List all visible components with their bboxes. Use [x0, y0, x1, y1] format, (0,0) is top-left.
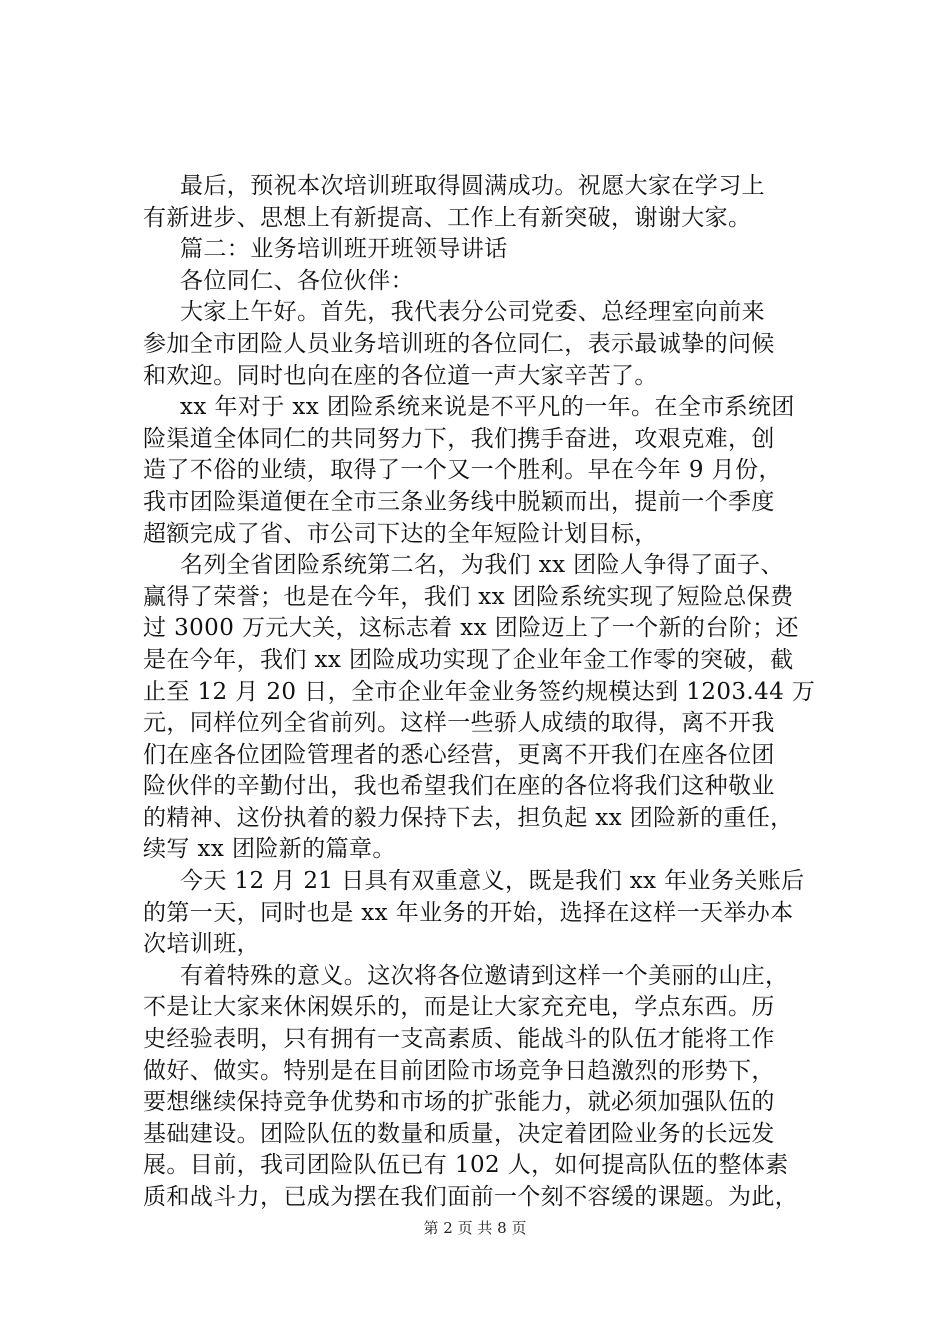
- text-line: 是在今年，我们 xx 团险成功实现了企业年金工作零的突破，截: [143, 646, 794, 673]
- text-line: 基础建设。团险队伍的数量和质量，决定着团险业务的长远发: [143, 1120, 775, 1147]
- text-line: 造了不俗的业绩，取得了一个又一个胜利。早在今年 9 月份，: [143, 457, 782, 484]
- text-line: 止至 12 月 20 日，全市企业年金业务签约规模达到 1203.44 万: [143, 678, 816, 705]
- text-line: 史经验表明，只有拥有一支高素质、能战斗的队伍才能将工作: [143, 1026, 775, 1053]
- text-line: 过 3000 万元大关，这标志着 xx 团险迈上了一个新的台阶；还: [143, 615, 799, 642]
- text-line: 险渠道全体同仁的共同努力下，我们携手奋进，攻艰克难，创: [143, 425, 775, 452]
- text-line: 超额完成了省、市公司下达的全年短险计划目标，: [143, 520, 658, 547]
- text-line: 不是让大家来休闲娱乐的，而是让大家充充电，学点东西。历: [143, 994, 775, 1021]
- document-body: [143, 171, 833, 1214]
- text-line: 的精神、这份执着的毅力保持下去，担负起 xx 团险新的重任，: [143, 804, 794, 831]
- text-line: xx 年对于 xx 团险系统来说是不平凡的一年。在全市系统团: [180, 394, 795, 421]
- text-line: 各位同仁、各位伙伴：: [180, 267, 414, 294]
- text-line: 要想继续保持竞争优势和市场的扩张能力，就必须加强队伍的: [143, 1089, 775, 1116]
- text-line: 质和战斗力，已成为摆在我们面前一个刻不容缓的课题。为此，: [143, 1184, 799, 1210]
- text-line: 参加全市团险人员业务培训班的各位同仁，表示最诚挚的问候: [143, 330, 775, 357]
- text-line: 的第一天，同时也是 xx 年业务的开始，选择在这样一天举办本: [143, 899, 794, 926]
- text-line: 名列全省团险系统第二名，为我们 xx 团险人争得了面子、: [180, 552, 784, 579]
- text-line: 们在座各位团险管理者的悉心经营，更离不开我们在座各位团: [143, 741, 775, 768]
- text-line: 最后，预祝本次培训班取得圆满成功。祝愿大家在学习上: [180, 173, 765, 199]
- text-line: 我市团险渠道便在全市三条业务线中脱颖而出，提前一个季度: [143, 488, 775, 515]
- text-line: 有新进步、思想上有新提高、工作上有新突破，谢谢大家。: [143, 204, 752, 231]
- text-line: 今天 12 月 21 日具有双重意义，既是我们 xx 年业务关账后: [180, 868, 805, 895]
- text-line: 元，同样位列全省前列。这样一些骄人成绩的取得，离不开我: [143, 710, 775, 737]
- text-line: 大家上午好。首先，我代表分公司党委、总经理室向前来: [180, 299, 765, 326]
- text-line: 有着特殊的意义。这次将各位邀请到这样一个美丽的山庄，: [180, 962, 789, 989]
- text-line: 和欢迎。同时也向在座的各位道一声大家辛苦了。: [143, 362, 658, 389]
- text-line: 次培训班，: [143, 931, 260, 958]
- text-line: 篇二：业务培训班开班领导讲话: [180, 236, 508, 263]
- text-line: 展。目前，我司团险队伍已有 102 人，如何提高队伍的整体素: [143, 1152, 789, 1179]
- text-line: 险伙伴的辛勤付出，我也希望我们在座的各位将我们这种敬业: [143, 773, 775, 800]
- page-footer: 第 2 页 共 8 页: [423, 1219, 527, 1237]
- text-line: 做好、做实。特别是在目前团险市场竞争日趋激烈的形势下，: [143, 1057, 775, 1084]
- text-line: 续写 xx 团险新的篇章。: [143, 836, 396, 863]
- text-line: 赢得了荣誉；也是在今年，我们 xx 团险系统实现了短险总保费: [143, 583, 794, 610]
